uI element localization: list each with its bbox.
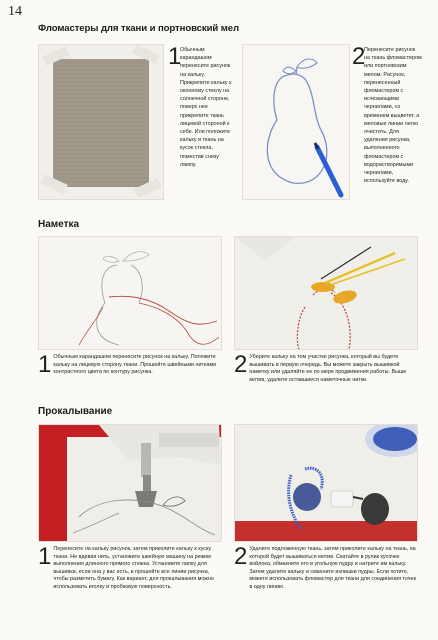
page-title: Фломастеры для ткани и портновский мел [38, 23, 239, 34]
photo-tracing-on-window [38, 44, 164, 200]
page-number: 14 [8, 4, 22, 19]
pricking-step-1-number: 1 [38, 543, 52, 570]
section-title-basting: Наметка [38, 219, 80, 230]
basting-step-1-number: 1 [38, 351, 52, 378]
basting-photo [39, 237, 221, 349]
photo-pouncing [234, 424, 418, 542]
photo-basting-stitch [38, 236, 222, 350]
pounce-powder-photo [235, 425, 417, 541]
pricking-step-2-text: Удалите подложенную ткань, затем приколите кальку на ткань, на которой будет вышиваться мотив. Скатайте в рулик кусочек войлока, обмакните его в угольную пудру и натрите им кальку. Затем удалите кальку и смахните излишки пудры. Если хотите, можете использовать фломастер для ткани для соединения точек в одну линию. [249, 546, 416, 590]
step-2-number: 2 [352, 43, 366, 70]
sewing-machine-photo [39, 425, 221, 541]
photo-remove-tracing [234, 236, 418, 350]
photo-sewing-machine [38, 424, 222, 542]
embroidery-start-photo [235, 237, 417, 349]
step-1-text: Обычным карандашом перенесите рисунок на кальку. Прикрепите кальку к оконному стеклу на солнечной стороне, поверх нее прикрепите ткань лицевой стороной к себе. Или положите кальку и ткань на кусок стекла, поместив снизу лампу. [180, 47, 232, 168]
basting-step-2 [234, 351, 418, 384]
step-1-number: 1 [168, 43, 182, 70]
basting-step-1-text: Обычным карандашом перенесите рисунок на кальку. Положите кальку на лицевую сторону ткани. Прошейте швейными нитками контрастного цвета по контуру рисунка. [53, 354, 217, 376]
basting-step-2-number: 2 [234, 351, 248, 378]
pricking-step-2 [234, 543, 418, 592]
basting-step-1 [38, 351, 224, 378]
section-title-pricking: Прокалывание [38, 406, 113, 417]
photo-pear-drawing [242, 44, 350, 200]
pricking-step-1 [38, 543, 224, 592]
basting-step-2-text: Уберите кальку на том участке рисунка, который вы будете вышивать в первую очередь. Вы можете закрыть вышивкой наметку или удаляйте ее по мере продвижения работы. Выше мотив, удалите оставшиеся наметочные нитки. [249, 354, 407, 383]
pear-outline-photo [243, 45, 349, 199]
pricking-step-2-number: 2 [234, 543, 248, 570]
step-2-text: Перенесите рисунок на ткань фломастером или портновским мелом. Рисунок, перенесенный фломастером с исчезающими чернилами, со временем выцветет, а меловые линии легко очистить. Для удаления рисунка, выполненного фломастером с водорастворимыми чернилами, используйте воду. [364, 47, 422, 185]
tracing-paper-photo [39, 45, 163, 199]
pricking-step-1-text: Перенесите на кальку рисунок, затем приколите кальку к куску ткани. Не вдевая нить, установите швейную машину на режим выполнения длинного прямого стежка. Установите лапку для вышивки, если она у вас есть, и прошейте все линии рисунка, чтобы разметить бумагу. Как вариант, для прокалывания можно использовать иголку и пробковую поверхность. [53, 546, 214, 590]
